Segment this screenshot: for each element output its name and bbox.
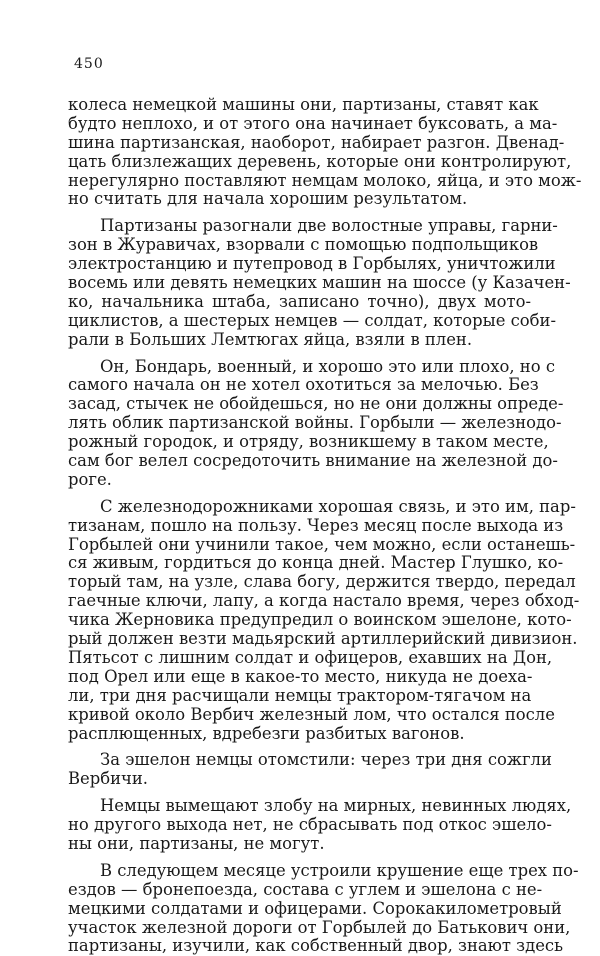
text-line: С железнодорожниками хорошая связь, и это им, пар- bbox=[100, 496, 576, 516]
text-line: самого начала он не хотел охотиться за мелочью. Без bbox=[68, 375, 539, 395]
text-line: зон в Журавичах, взорвали с помощью подпольщиков bbox=[68, 235, 539, 255]
text-line: торый там, на узле, слава богу, держится твердо, передал bbox=[68, 572, 576, 592]
text-line: участок железной дороги от Горбылей до Батькович они, bbox=[68, 917, 571, 937]
text-line: ли, три дня расчищали немцы трактором-тягачом на bbox=[68, 685, 532, 705]
text-line: В следующем месяце устроили крушение еще трех по- bbox=[100, 860, 579, 880]
text-line: Он, Бондарь, военный, и хорошо это или плохо, но с bbox=[100, 356, 555, 376]
text-line: ко, начальника штаба, записано точно), двух мото- bbox=[68, 291, 531, 311]
paragraph bbox=[68, 796, 572, 854]
paragraph bbox=[68, 356, 564, 490]
text-line: под Орел или еще в какое-то место, никуда не доеха- bbox=[68, 666, 533, 686]
text-line: ся живым, гордиться до конца дней. Мастер Глушко, ко- bbox=[68, 553, 564, 573]
text-line: циклистов, а шестерых немцев — солдат, которые соби- bbox=[68, 310, 557, 330]
text-line: Пятьсот с лишним солдат и офицеров, ехавших на Дон, bbox=[68, 647, 553, 667]
text-line: Вербичи. bbox=[68, 769, 149, 789]
text-line: Партизаны разогнали две волостные управы, гарни- bbox=[100, 216, 558, 236]
text-line: Немцы вымещают злобу на мирных, невинных людях, bbox=[100, 796, 572, 816]
page-number: 450 bbox=[74, 56, 104, 72]
text-line: сам бог велел сосредоточить внимание на железной до- bbox=[68, 451, 558, 471]
text-line: чика Жерновика предупредил о воинском эшелоне, кото- bbox=[68, 610, 572, 630]
text-line: За эшелон немцы отомстили: через три дня сожгли bbox=[100, 750, 552, 770]
paragraph bbox=[68, 750, 552, 789]
paragraph bbox=[68, 216, 571, 349]
text-line: гаечные ключи, лапу, а когда настало время, через обход- bbox=[68, 591, 580, 611]
paragraph bbox=[68, 860, 579, 956]
text-line: лять облик партизанской войны. Горбыли — железнодо- bbox=[68, 413, 562, 433]
text-line: расплющенных, вдребезги разбитых вагонов. bbox=[68, 723, 465, 743]
text-line: но другого выхода нет, не сбрасывать под откос эшело- bbox=[68, 815, 552, 835]
text-line: нерегулярно поставляют немцам молоко, яйца, и это мож- bbox=[68, 170, 582, 190]
text-line: восемь или девять немецких машин на шоссе (у Казачен- bbox=[68, 273, 571, 293]
text-line: шина партизанская, наоборот, набирает разгон. Двенад- bbox=[68, 132, 565, 152]
text-line: роге. bbox=[68, 469, 112, 489]
text-line: рый должен везти мадьярский артиллерийский дивизион. bbox=[68, 629, 578, 649]
text-line: партизаны, изучили, как собственный двор, знают здесь bbox=[68, 936, 564, 956]
text-line: ездов — бронепоезда, состава с углем и эшелона с не- bbox=[68, 879, 543, 899]
text-line: электростанцию и путепровод в Горбылях, уничтожили bbox=[68, 254, 556, 274]
text-line: засад, стычек не обойдешься, но не они должны опреде- bbox=[68, 394, 564, 414]
text-line: кривой около Вербич железный лом, что остался после bbox=[68, 704, 555, 724]
paragraph bbox=[68, 95, 582, 209]
text-line: цать близлежащих деревень, которые они контролируют, bbox=[68, 151, 572, 171]
text-line: но считать для начала хорошим результатом. bbox=[68, 189, 468, 209]
text-line: рожный городок, и отряду, возникшему в таком месте, bbox=[68, 432, 549, 452]
text-line: ны они, партизаны, не могут. bbox=[68, 833, 325, 853]
paragraph bbox=[68, 496, 580, 744]
text-line: будто неплохо, и от этого она начинает буксовать, а ма- bbox=[68, 113, 558, 133]
body-text bbox=[68, 95, 582, 956]
text-line: колеса немецкой машины они, партизаны, ставят как bbox=[68, 95, 539, 114]
text-line: Горбылей они учинили такое, чем можно, если останешь- bbox=[68, 534, 576, 554]
text-line: рали в Больших Лемтюгах яйца, взяли в плен. bbox=[68, 329, 473, 349]
text-line: тизанам, пошло на пользу. Через месяц после выхода из bbox=[68, 515, 564, 535]
text-line: мецкими солдатами и офицерами. Сорокакилометровый bbox=[68, 898, 562, 918]
